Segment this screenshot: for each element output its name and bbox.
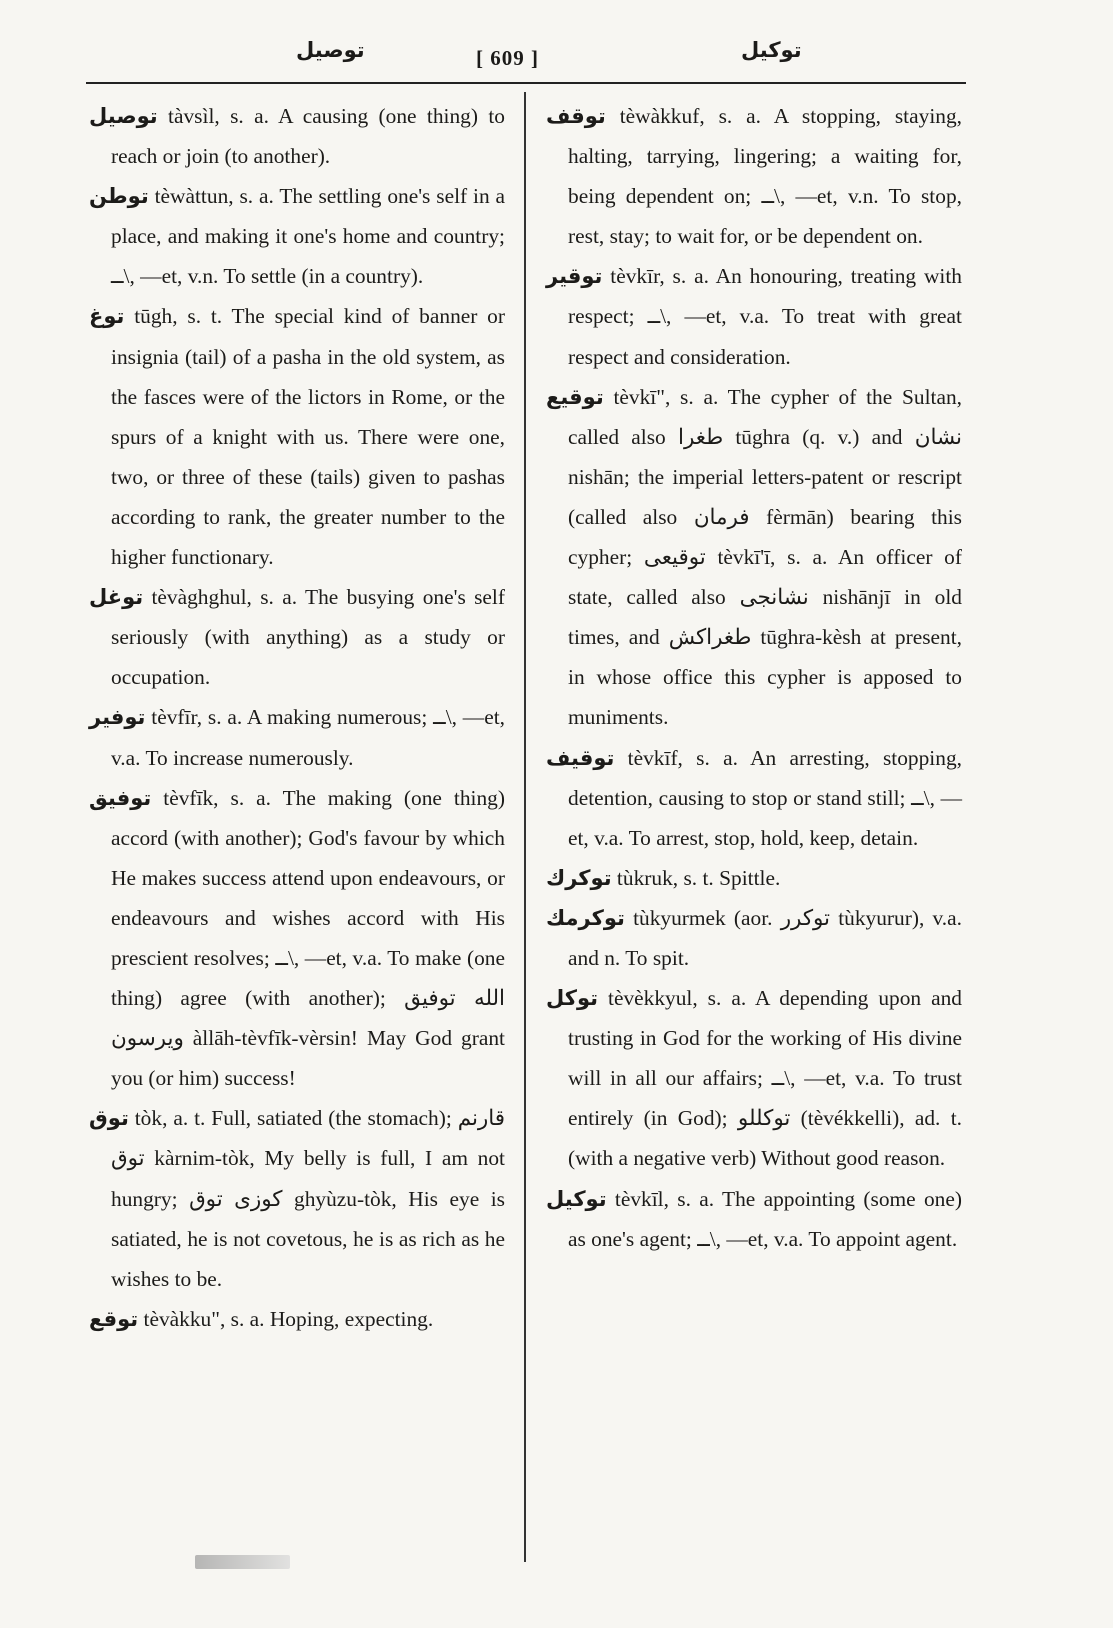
entry-arabic-headword: توكرك bbox=[546, 865, 612, 890]
entry-arabic-headword: توكرمك bbox=[546, 905, 625, 930]
dictionary-entry bbox=[89, 697, 505, 777]
dictionary-entry bbox=[89, 296, 505, 577]
entry-arabic-headword: توصيل bbox=[89, 104, 158, 128]
entry-arabic-headword: توغل bbox=[89, 585, 144, 610]
page-header bbox=[86, 36, 966, 86]
entry-text: tèvàkku", s. a. Hoping, expecting. bbox=[138, 1306, 434, 1331]
entry-text: tèvèkkyul, s. a. A depending upon and trusting in God for the working of His divine will in all our affairs; ــ\, —et, v.a. To trust entirely (in God); توكللو (tèvékkelli), ad. t. (with a negative verb) Without good reason. bbox=[568, 986, 963, 1171]
dictionary-entry bbox=[89, 1299, 505, 1339]
entry-text: tèvàghghul, s. a. The busying one's self seriously (with anything) as a study or occupation. bbox=[111, 585, 505, 690]
entry-arabic-headword: توقف bbox=[546, 104, 606, 128]
entry-text: tùkyurmek (aor. توكرر tùkyurur), v.a. and n. To spit. bbox=[568, 905, 962, 970]
entry-arabic-headword: توق bbox=[89, 1106, 129, 1131]
left-column bbox=[89, 96, 505, 1339]
entry-text: tèvkī", s. a. The cypher of the Sultan, called also طغرا tūghra (q. v.) and نشان nishān; the imperial letters-patent or rescript (called also فرمان fèrmān) bearing this cypher; توقيعى tèvkī'ī, s. a. An officer of state, called also نشانجى nishānjī in old times, and طغراكش tūghra-kèsh at present, in whose office this cypher is apposed to muniments. bbox=[568, 384, 963, 730]
right-column bbox=[546, 96, 962, 1259]
dictionary-entry bbox=[546, 858, 962, 898]
dictionary-entry bbox=[546, 978, 962, 1178]
header-rule bbox=[86, 82, 966, 84]
entry-text: tèvkīf, s. a. An arresting, stopping, detention, causing to stop or stand still; ــ\, —et, v.a. To arrest, stop, hold, keep, detain. bbox=[568, 745, 962, 850]
entry-text: tèvkīr, s. a. An honouring, treating with respect; ــ\, —et, v.a. To treat with great respect and consideration. bbox=[568, 264, 962, 369]
entry-arabic-headword: توقيف bbox=[546, 745, 615, 770]
scan-artifact bbox=[195, 1555, 290, 1569]
entry-text: tèvkīl, s. a. The appointing (some one) as one's agent; ــ\, —et, v.a. To appoint agent. bbox=[568, 1186, 962, 1251]
dictionary-entry bbox=[546, 377, 962, 738]
entry-text: tòk, a. t. Full, satiated (the stomach); قارنم توق kàrnim-tòk, My belly is full, I am not hungry; كوزى توق ghyùzu-tòk, His eye is satiated, he is not covetous, he is as rich as he wishes to be. bbox=[111, 1106, 505, 1291]
dictionary-entry bbox=[89, 577, 505, 697]
dictionary-entry bbox=[546, 96, 962, 256]
entry-arabic-headword: توكيل bbox=[546, 1186, 607, 1211]
entry-arabic-headword: توقيع bbox=[546, 384, 604, 409]
dictionary-entry bbox=[546, 256, 962, 376]
dictionary-entry bbox=[89, 96, 505, 176]
entry-text: tèvfīr, s. a. A making numerous; ــ\, —et, v.a. To increase numerously. bbox=[111, 705, 505, 770]
entry-arabic-headword: توفيق bbox=[89, 785, 152, 810]
dictionary-entry bbox=[89, 1098, 505, 1298]
entry-arabic-headword: توكل bbox=[546, 986, 599, 1011]
entry-arabic-headword: توقع bbox=[89, 1306, 139, 1331]
entry-arabic-headword: توغ bbox=[89, 304, 125, 329]
dictionary-entry bbox=[546, 738, 962, 858]
running-headword-right: توكيل bbox=[741, 38, 802, 62]
running-headword-left: توصيل bbox=[296, 38, 365, 62]
column-divider bbox=[524, 92, 526, 1562]
entry-text: tùkruk, s. t. Spittle. bbox=[611, 865, 781, 890]
entry-arabic-headword: توفير bbox=[89, 705, 146, 730]
dictionary-entry bbox=[546, 898, 962, 978]
dictionary-entry bbox=[89, 778, 505, 1099]
entry-text: tàvsìl, s. a. A causing (one thing) to reach or join (to another). bbox=[111, 104, 505, 169]
dictionary-entry bbox=[546, 1179, 962, 1259]
entry-text: tèwàkkuf, s. a. A stopping, staying, halting, tarrying, lingering; a waiting for, being dependent on; ــ\, —et, v.n. To stop, rest, stay; to wait for, or be dependent on. bbox=[568, 104, 962, 249]
page-number: [ 609 ] bbox=[476, 46, 539, 70]
entry-arabic-headword: توقير bbox=[546, 264, 603, 289]
entry-text: tūgh, s. t. The special kind of banner or insignia (tail) of a pasha in the old system, as the fasces were of the lictors in Rome, or the spurs of a knight with us. There were one, two, or three of these (tails) given to pashas according to rank, the greater number to the higher functionary. bbox=[111, 304, 505, 570]
entry-text: tèvfīk, s. a. The making (one thing) accord (with another); God's favour by which He makes success attend upon endeavours, or endeavours and wishes accord with His prescient resolves; ــ\, —et, v.a. To make (one thing) agree (with another); الله توفيق ويرسون àllāh-tèvfīk-vèrsin! May God grant you (or him) success! bbox=[111, 785, 505, 1091]
entry-text: tèwàttun, s. a. The settling one's self in a place, and making it one's home and country; ــ\, —et, v.n. To settle (in a country). bbox=[111, 184, 505, 289]
dictionary-entry bbox=[89, 176, 505, 296]
entry-arabic-headword: توطن bbox=[89, 184, 149, 209]
